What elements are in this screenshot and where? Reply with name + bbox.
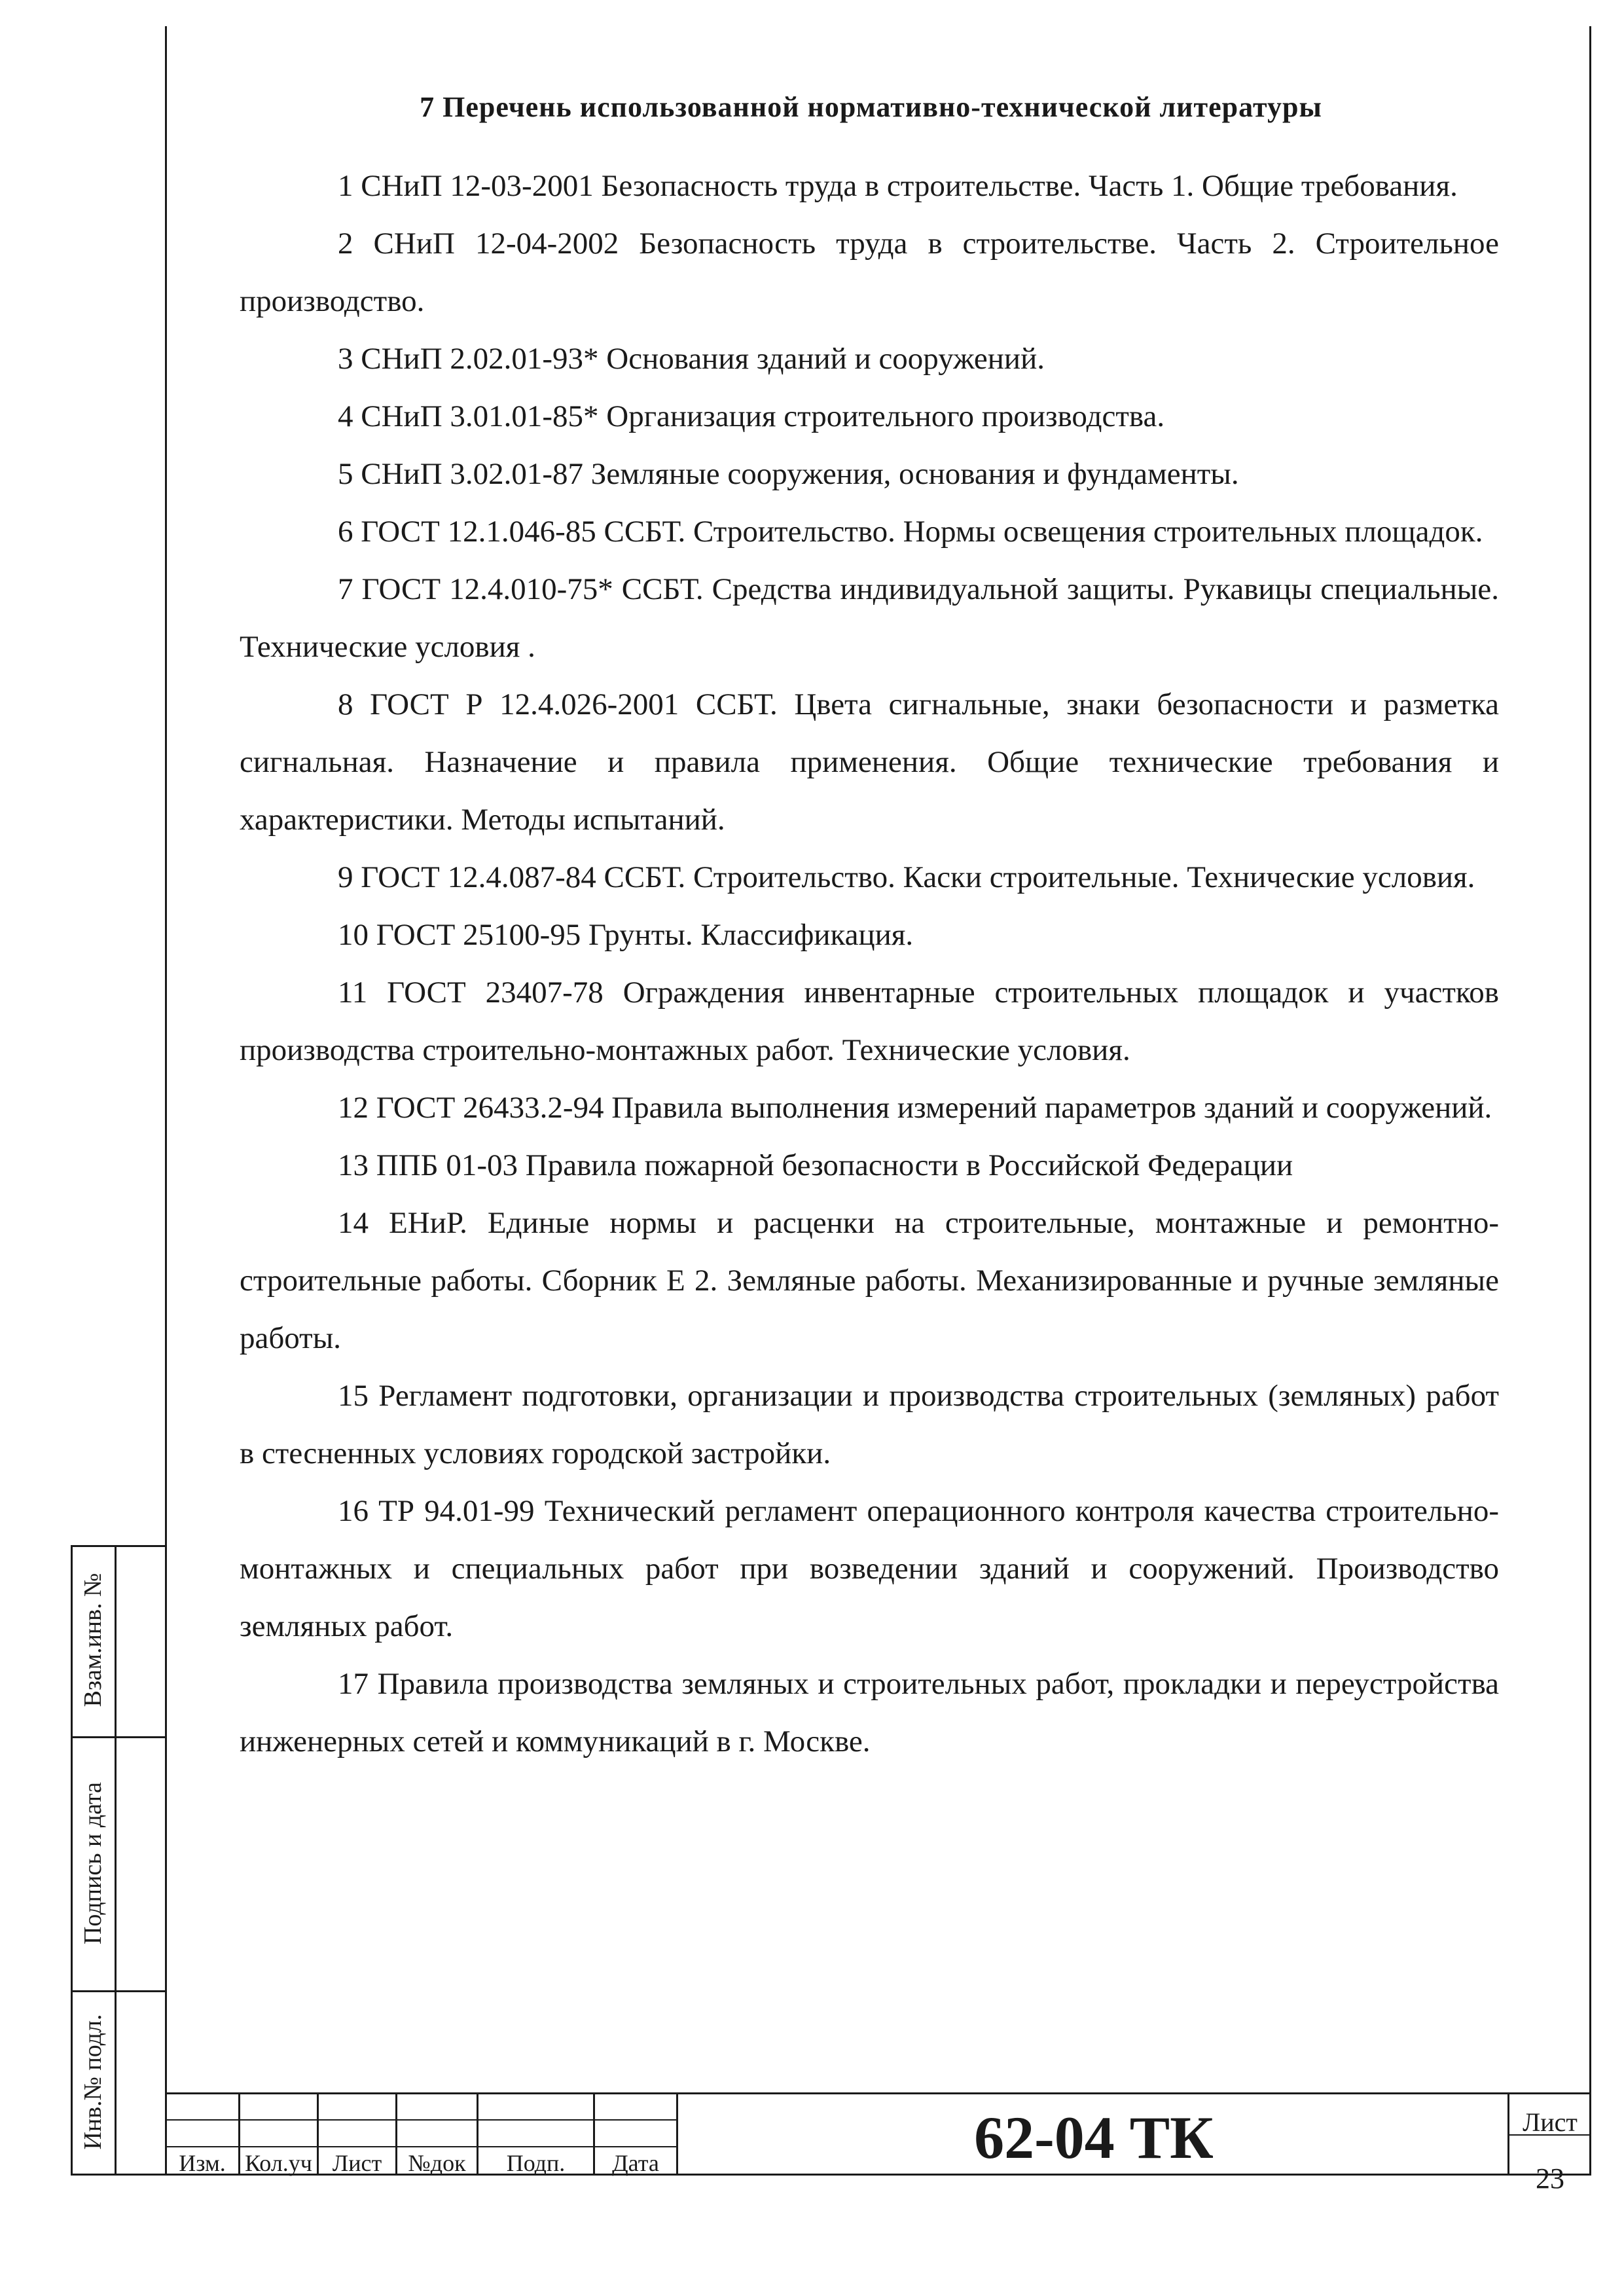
sheet-number: 23 [1536, 2162, 1564, 2195]
list-item: 14 ЕНиР. Единые нормы и расценки на строительные, монтажные и ремонтно-строительные работы. Сборник Е 2. Земляные работы. Механизированные и ручные земляные работы. [240, 1206, 1499, 1355]
column-list: Лист [332, 2150, 382, 2176]
list-item: 3 СНиП 2.02.01-93* Основания зданий и сооружений. [338, 342, 1045, 376]
sheet-label: Лист [1523, 2107, 1578, 2137]
column-izm: Изм. [179, 2150, 226, 2176]
list-item: 5 СНиП 3.02.01-87 Земляные сооружения, основания и фундаменты. [338, 457, 1239, 491]
list-item: 4 СНиП 3.01.01-85* Организация строительного производства. [338, 399, 1165, 433]
side-stamp-sep-2 [71, 1990, 167, 1992]
column-ndok: №док [408, 2150, 466, 2176]
side-stamp-divider [115, 1545, 117, 2176]
list-item: 16 ТР 94.01-99 Технический регламент операционного контроля качества строительно-монтажных и специальных работ при возведении зданий и сооружений. Производство земляных работ. [240, 1494, 1499, 1643]
list-item: 2 СНиП 12-04-2002 Безопасность труда в строительстве. Часть 2. Строительное производство. [240, 227, 1499, 318]
list-item: 17 Правила производства земляных и строительных работ, прокладки и переустройства инженерных сетей и коммуникаций в г. Москве. [240, 1667, 1499, 1758]
list-item: 8 ГОСТ Р 12.4.026-2001 ССБТ. Цвета сигнальные, знаки безопасности и разметка сигнальная. Назначение и правила применения. Общие технические требования и характеристики. Методы испытаний. [240, 687, 1499, 837]
list-item: 15 Регламент подготовки, организации и производства строительных (земляных) работ в стесненных условиях городской застройки. [240, 1379, 1499, 1470]
frame-left-border [165, 26, 167, 2176]
section-heading: 7 Перечень использованной нормативно-технической литературы [420, 91, 1322, 123]
list-item: 12 ГОСТ 26433.2-94 Правила выполнения измерений параметров зданий и сооружений. [338, 1091, 1492, 1125]
document-code: 62-04 ТК [974, 2104, 1214, 2171]
column-data: Дата [612, 2150, 659, 2176]
frame-right-border [1589, 26, 1591, 2176]
list-item: 13 ППБ 01-03 Правила пожарной безопасности в Российской Федерации [338, 1148, 1293, 1182]
list-item: 6 ГОСТ 12.1.046-85 ССБТ. Строительство. Нормы освещения строительных площадок. [338, 515, 1483, 549]
side-stamp-sep-1 [71, 1736, 167, 1738]
list-item: 9 ГОСТ 12.4.087-84 ССБТ. Строительство. Каски строительные. Технические условия. [338, 860, 1475, 894]
title-block-row-2 [165, 2146, 678, 2147]
list-item: 7 ГОСТ 12.4.010-75* ССБТ. Средства индивидуальной защиты. Рукавицы специальные. Технические условия . [240, 572, 1499, 664]
title-block-top [165, 2092, 1591, 2094]
list-item: 11 ГОСТ 23407-78 Ограждения инвентарные строительных площадок и участков производства строительно-монтажных работ. Технические условия. [240, 975, 1499, 1067]
side-stamp-top [71, 1545, 167, 1547]
side-stamp-outer-left [71, 1545, 73, 2176]
list-item: 1 СНиП 12-03-2001 Безопасность труда в строительстве. Часть 1. Общие требования. [338, 169, 1458, 203]
reference-list [240, 157, 1499, 1770]
column-kol-uch: Кол.уч [245, 2150, 312, 2176]
column-podp: Подп. [506, 2150, 566, 2176]
list-item: 10 ГОСТ 25100-95 Грунты. Классификация. [338, 918, 914, 952]
title-block-row-1 [165, 2119, 678, 2121]
